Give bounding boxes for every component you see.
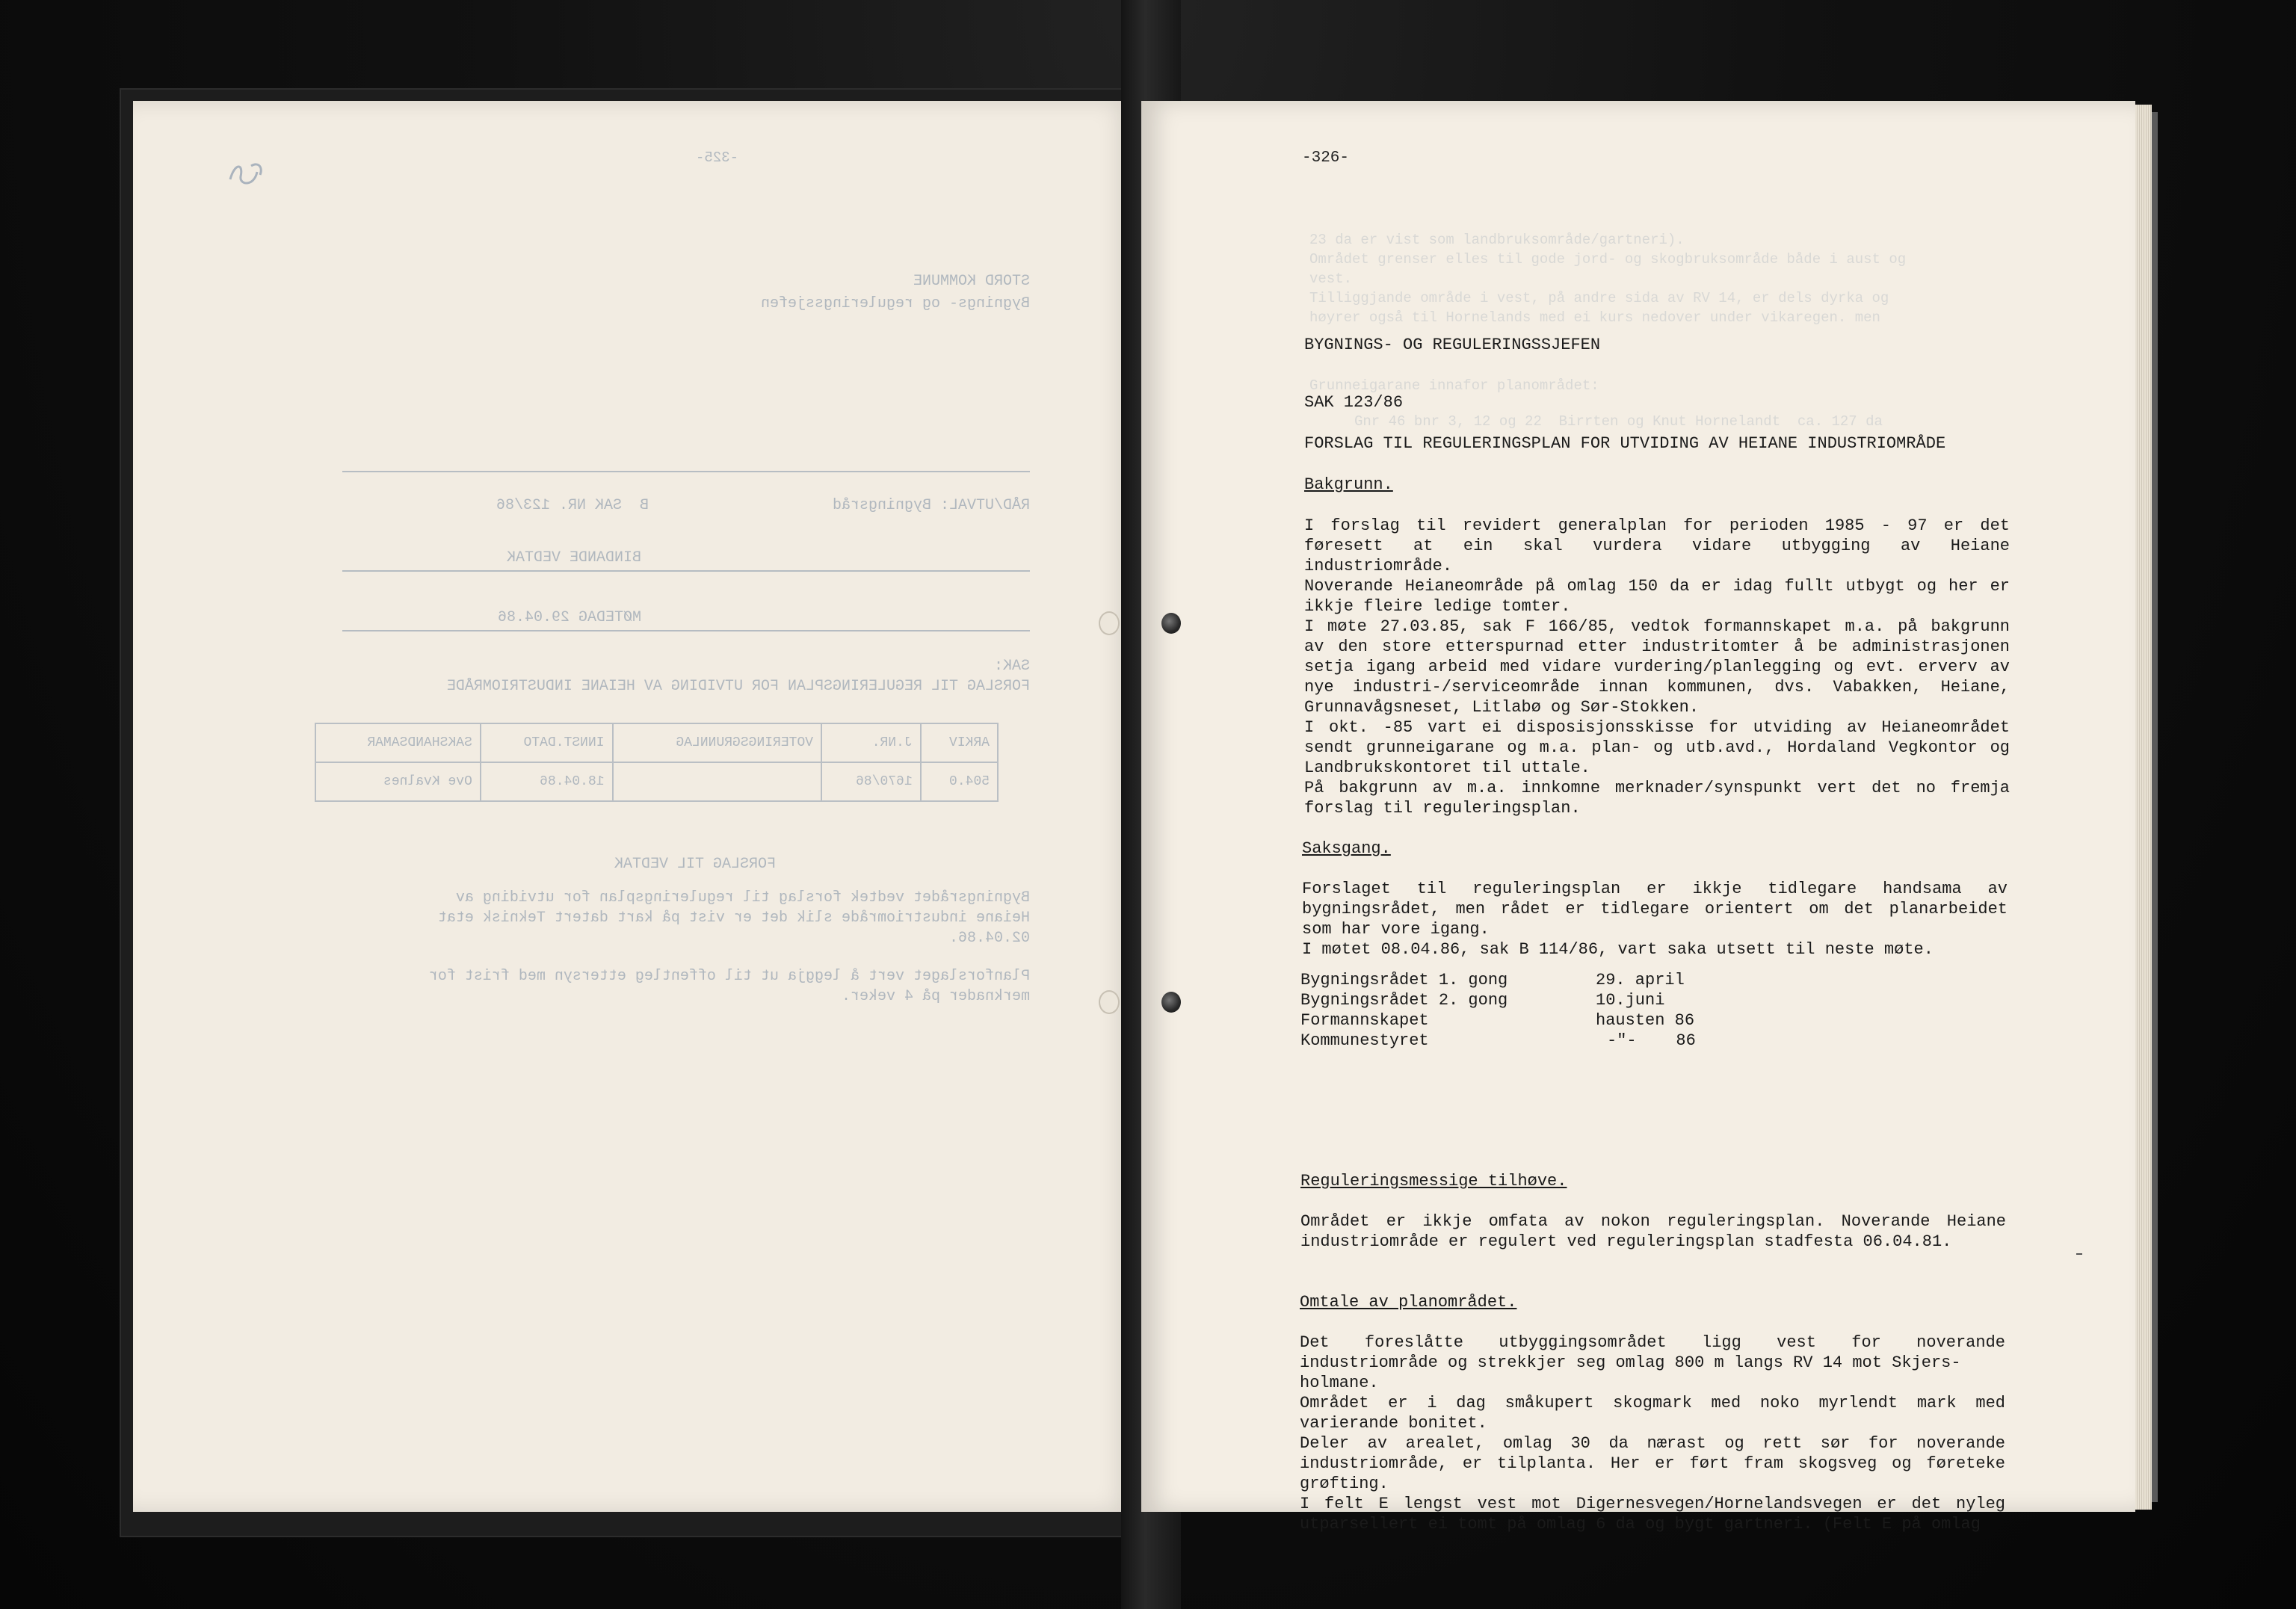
omtale-line: industriområde og strekkjer seg omlag 800 m langs RV 14 mot Skjers- [1300,1353,1961,1372]
left-field-sak-nr: B SAK NR. 123/86 [496,497,649,514]
table-cell-innst-dato: 18.04.86 [481,762,613,801]
schedule-when: 10.juni [1596,991,1665,1010]
bakgrunn-line: I okt. -85 vart ei disposisjonsskisse for utviding av Heianeområdet [1304,718,2010,737]
saksgang-line: bygningsrådet, men rådet er tidlegare orientert om det planarbeidet [1302,900,2008,918]
omtale-line: utparsellert ei tomt på omlag 6 da og bygt gartneri. (Felt E på omlag [1300,1515,1981,1534]
table-cell-voteringsgrunnlag [613,762,821,801]
left-field-bindande: BINDANDE VEDTAK [506,549,641,566]
right-page-text [1141,101,2135,1512]
regulering-line: Området er ikkje omfata av nokon reguleringsplan. Noverande Heiane [1300,1212,2006,1231]
bleed-line-4: Tilliggjande område i vest, på andre sida av RV 14, er dels dyrka og [1309,290,1889,306]
schedule-when: 29. april [1596,971,1685,989]
margin-dash [2076,1253,2082,1255]
saksgang-line: som har vore igang. [1302,920,1490,939]
left-rule-2 [342,570,1030,572]
left-vedtak-p1-line1: Bygningsrådet vedtek forslag til reguleringsplan for utviding av [455,889,1030,907]
bakgrunn-line: setja igang arbeid med vidare vurdering/planlegging og evt. erverv av [1304,658,2010,676]
omtale-line: I felt E lengst vest mot Digernesvegen/Hornelandsvegen er det nyleg [1300,1495,2005,1513]
left-vedtak-p1-line2: Heiane industriområde slik det er vist på kart datert Teknisk etat [437,909,1030,927]
bakgrunn-line: av den store etterspurnad etter industritomter å be administrasjonen [1304,637,2010,656]
schedule-body: Bygningsrådet 1. gong [1300,971,1508,989]
schedule-body: Kommunestyret [1300,1031,1429,1050]
schedule-when: hausten 86 [1596,1011,1695,1030]
left-sak-text: FORSLAG TIL REGULERINGSPLAN FOR UTVIDING AV HEIANE INDUSTRIOMRÅDE [446,678,1030,695]
schedule-when: -"- 86 [1607,1031,1696,1050]
sak-number: SAK 123/86 [1304,393,1404,412]
left-vedtak-p2-line1: Planforslaget vert å leggja ut til offentleg ettersyn med frist for [428,968,1030,985]
left-header-line-1: STORD KOMMUNE [913,273,1030,290]
schedule-body: Bygningsrådet 2. gong [1300,991,1508,1010]
bleed-line-2: Området grenser elles til gode jord- og skogbruksområde både i aust og [1309,251,1907,268]
table-header-arkiv: ARKIV [921,723,998,762]
left-page-bleed-through [133,101,1135,1512]
table-cell-jnr: 1670/86 [821,762,921,801]
page-stack-edge [2135,105,2152,1510]
table-header-voteringsgrunnlag: VOTERINGSGRUNNLAG [613,723,821,762]
handwritten-page-mark [224,157,269,194]
bleed-line-6: Grunneigarane innafor planområdet: [1309,377,1599,394]
bakgrunn-line: forslag til reguleringsplan. [1304,799,1581,818]
table-cell-arkiv: 504.0 [921,762,998,801]
right-page-number: -326- [1302,149,1350,167]
section-omtale: Omtale av planområdet. [1300,1293,1517,1312]
section-regulering: Reguleringsmessige tilhøve. [1300,1172,1567,1190]
left-vedtak-title: FORSLAG TIL VEDTAK [614,856,776,873]
saksgang-line: Forslaget til reguleringsplan er ikkje tidlegare handsama av [1302,880,2008,898]
bakgrunn-line: På bakgrunn av m.a. innkomne merknader/synspunkt vert det no fremja [1304,779,2010,797]
bakgrunn-line: nye industri-/serviceområde innan kommunen, dvs. Vabakken, Heiane, [1304,678,2010,697]
omtale-line: Deler av arealet, omlag 30 da nærast og rett sør for noverande [1300,1434,2005,1453]
omtale-line: industriområde, er tilplanta. Her er ført fram skogsveg og føreteke [1300,1454,2005,1473]
table-header-sakshandsamar: SAKSHANDSAMAR [315,723,481,762]
bakgrunn-line: Noverande Heianeområde på omlag 150 da er idag fullt utbygt og her er [1304,577,2010,596]
left-rule-3 [342,630,1030,631]
saksgang-line: I møtet 08.04.86, sak B 114/86, vart saka utsett til neste møte. [1302,940,1934,959]
left-header-line-2: Bygnings- og reguleringssjefen [760,295,1030,312]
left-vedtak-p1-line3: 02.04.86. [948,930,1030,947]
heading: BYGNINGS- OG REGULERINGSSJEFEN [1304,336,1601,354]
omtale-line: varierande bonitet. [1300,1414,1487,1433]
schedule-body: Formannskapet [1300,1011,1429,1030]
table-header-jnr: J.NR. [821,723,921,762]
omtale-line: Det foreslåtte utbyggingsområdet ligg vest for noverande [1300,1333,2005,1352]
omtale-line: holmane. [1300,1374,1379,1392]
omtale-line: grøfting. [1300,1474,1389,1493]
bakgrunn-line: Landbrukskontoret til uttale. [1304,759,1590,777]
left-field-label: RÅD/UTVAL: Bygningsråd [832,497,1030,514]
bakgrunn-line: føresett at ein skal vurdera vidare utbygging av Heiane [1304,537,2010,555]
bakgrunn-line: I forslag til revidert generalplan for perioden 1985 - 97 er det [1304,516,2010,535]
regulering-line: industriområde er regulert ved reguleringsplan stadfesta 06.04.81. [1300,1232,1952,1251]
table-header-innst-dato: INNST.DATO [481,723,613,762]
left-page-number: -325- [695,149,738,166]
left-case-table [315,723,999,802]
cover-edge [2152,112,2158,1502]
section-bakgrunn: Bakgrunn. [1304,475,1393,494]
bleed-line-7: Gnr 46 bnr 3, 12 og 22 Birrten og Knut Hornelandt ca. 127 da [1354,413,1883,430]
bakgrunn-line: ikkje fleire ledige tomter. [1304,597,1571,616]
bakgrunn-line: Grunnavågsneset, Litlabø og Sør-Stokken. [1304,698,1700,717]
bleed-line-5: høyrer også til Hornelands med ei kurs nedover under vikaregen. men [1309,309,1880,326]
bakgrunn-line: I møte 27.03.85, sak F 166/85, vedtok formannskapet m.a. på bakgrunn [1304,617,2010,636]
left-sak-label: SAK: [993,658,1030,675]
omtale-line: Området er i dag småkupert skogmark med noko myrlendt mark med [1300,1394,2005,1412]
left-rule-1 [342,471,1030,472]
bleed-line-3: vest. [1309,271,1353,287]
document-title: FORSLAG TIL REGULERINGSPLAN FOR UTVIDING AV HEIANE INDUSTRIOMRÅDE [1304,434,1946,453]
bleed-line-1: 23 da er vist som landbruksområde/gartneri). [1309,232,1685,248]
bakgrunn-line: sendt grunneigarane og m.a. plan- og utb.avd., Hordaland Vegkontor og [1304,738,2010,757]
left-vedtak-p2-line2: merknader på 4 veker. [841,988,1030,1005]
table-cell-sakshandsamar: Ove Kvalnes [315,762,481,801]
section-saksgang: Saksgang. [1302,839,1391,858]
left-field-motedag: MØTEDAG 29.04.86 [497,609,641,626]
bakgrunn-line: industriområde. [1304,557,1453,575]
